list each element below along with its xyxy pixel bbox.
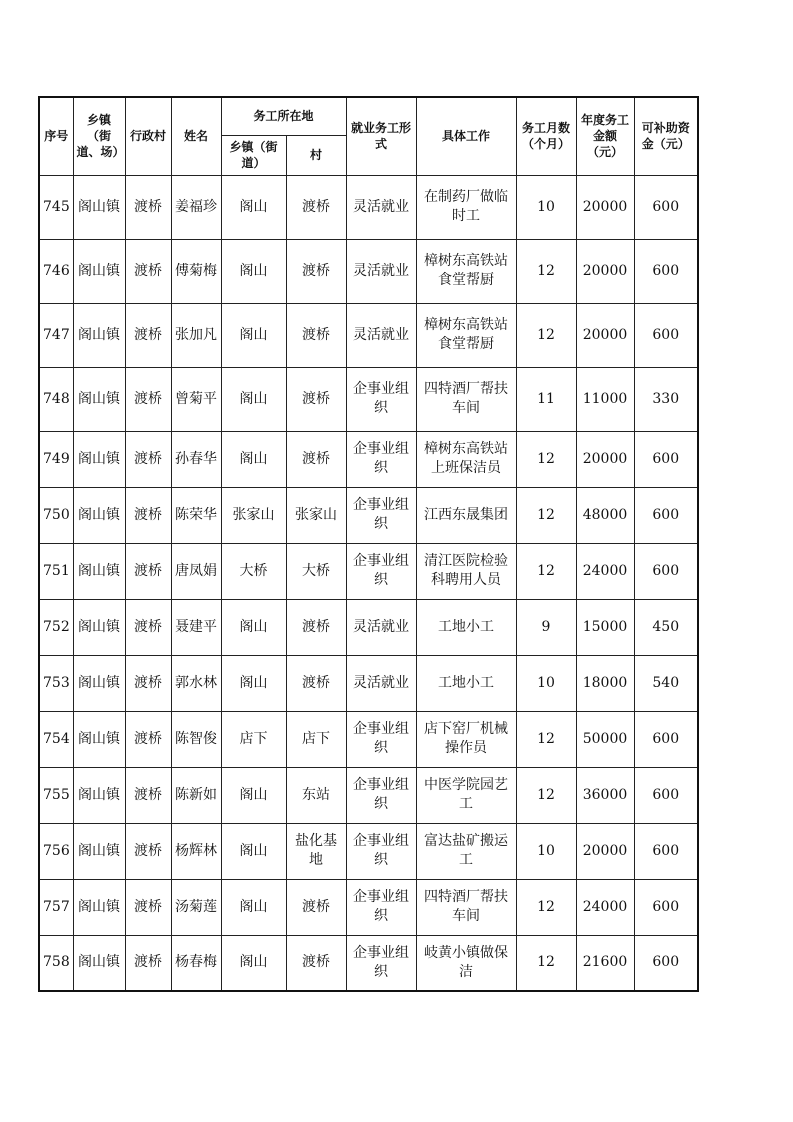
employment-form-cell: 企事业组织 bbox=[346, 879, 416, 935]
town-cell: 阁山镇 bbox=[73, 935, 125, 991]
work-town-cell: 阁山 bbox=[221, 175, 286, 239]
job-cell: 中医学院园艺工 bbox=[416, 767, 516, 823]
village-cell: 渡桥 bbox=[125, 543, 171, 599]
amount-cell: 11000 bbox=[576, 367, 634, 431]
work-village-cell: 渡桥 bbox=[286, 303, 346, 367]
months-cell: 9 bbox=[516, 599, 576, 655]
work-village-cell: 渡桥 bbox=[286, 879, 346, 935]
village-cell: 渡桥 bbox=[125, 879, 171, 935]
name-cell: 张加凡 bbox=[171, 303, 221, 367]
work-town-cell: 阁山 bbox=[221, 823, 286, 879]
amount-cell: 24000 bbox=[576, 543, 634, 599]
amount-cell: 15000 bbox=[576, 599, 634, 655]
amount-cell: 20000 bbox=[576, 431, 634, 487]
village-cell: 渡桥 bbox=[125, 767, 171, 823]
table-row bbox=[39, 303, 698, 367]
village-cell: 渡桥 bbox=[125, 367, 171, 431]
table-row bbox=[39, 239, 698, 303]
months-cell: 10 bbox=[516, 655, 576, 711]
employment-form-cell: 灵活就业 bbox=[346, 655, 416, 711]
months-cell: 12 bbox=[516, 487, 576, 543]
village-cell: 渡桥 bbox=[125, 935, 171, 991]
village-cell: 渡桥 bbox=[125, 823, 171, 879]
subsidy-cell: 600 bbox=[634, 543, 698, 599]
employment-form-cell: 企事业组织 bbox=[346, 543, 416, 599]
subsidy-cell: 600 bbox=[634, 175, 698, 239]
amount-cell: 21600 bbox=[576, 935, 634, 991]
town-cell: 阁山镇 bbox=[73, 487, 125, 543]
name-cell: 孙春华 bbox=[171, 431, 221, 487]
subsidy-cell: 600 bbox=[634, 767, 698, 823]
seq-cell: 754 bbox=[39, 711, 73, 767]
work-village-cell: 渡桥 bbox=[286, 431, 346, 487]
town-cell: 阁山镇 bbox=[73, 543, 125, 599]
town-cell: 阁山镇 bbox=[73, 711, 125, 767]
work-town-cell: 阁山 bbox=[221, 655, 286, 711]
seq-cell: 747 bbox=[39, 303, 73, 367]
header-months: 务工月数（个月） bbox=[516, 97, 576, 175]
subsidy-cell: 600 bbox=[634, 239, 698, 303]
months-cell: 12 bbox=[516, 431, 576, 487]
job-cell: 樟树东高铁站食堂帮厨 bbox=[416, 303, 516, 367]
work-village-cell: 店下 bbox=[286, 711, 346, 767]
seq-cell: 752 bbox=[39, 599, 73, 655]
name-cell: 姜福珍 bbox=[171, 175, 221, 239]
town-cell: 阁山镇 bbox=[73, 239, 125, 303]
job-cell: 清江医院检验科聘用人员 bbox=[416, 543, 516, 599]
town-cell: 阁山镇 bbox=[73, 655, 125, 711]
header-work-village: 村 bbox=[286, 135, 346, 175]
seq-cell: 750 bbox=[39, 487, 73, 543]
months-cell: 12 bbox=[516, 879, 576, 935]
months-cell: 12 bbox=[516, 767, 576, 823]
table-row bbox=[39, 767, 698, 823]
name-cell: 陈荣华 bbox=[171, 487, 221, 543]
work-village-cell: 渡桥 bbox=[286, 935, 346, 991]
subsidy-cell: 600 bbox=[634, 711, 698, 767]
header-work-town: 乡镇（街道） bbox=[221, 135, 286, 175]
amount-cell: 36000 bbox=[576, 767, 634, 823]
subsidy-cell: 600 bbox=[634, 431, 698, 487]
work-town-cell: 阁山 bbox=[221, 767, 286, 823]
work-town-cell: 阁山 bbox=[221, 935, 286, 991]
table-row bbox=[39, 175, 698, 239]
seq-cell: 757 bbox=[39, 879, 73, 935]
subsidy-cell: 600 bbox=[634, 303, 698, 367]
employment-form-cell: 灵活就业 bbox=[346, 303, 416, 367]
town-cell: 阁山镇 bbox=[73, 303, 125, 367]
seq-cell: 755 bbox=[39, 767, 73, 823]
work-town-cell: 店下 bbox=[221, 711, 286, 767]
job-cell: 四特酒厂帮扶车间 bbox=[416, 367, 516, 431]
employment-form-cell: 企事业组织 bbox=[346, 431, 416, 487]
name-cell: 唐凤娟 bbox=[171, 543, 221, 599]
table-row bbox=[39, 599, 698, 655]
name-cell: 傅菊梅 bbox=[171, 239, 221, 303]
amount-cell: 20000 bbox=[576, 239, 634, 303]
job-cell: 在制药厂做临时工 bbox=[416, 175, 516, 239]
work-town-cell: 阁山 bbox=[221, 367, 286, 431]
header-annual-amount: 年度务工金额（元） bbox=[576, 97, 634, 175]
work-village-cell: 东站 bbox=[286, 767, 346, 823]
name-cell: 曾菊平 bbox=[171, 367, 221, 431]
village-cell: 渡桥 bbox=[125, 431, 171, 487]
amount-cell: 24000 bbox=[576, 879, 634, 935]
employment-form-cell: 企事业组织 bbox=[346, 487, 416, 543]
name-cell: 郭水林 bbox=[171, 655, 221, 711]
village-cell: 渡桥 bbox=[125, 175, 171, 239]
job-cell: 四特酒厂帮扶车间 bbox=[416, 879, 516, 935]
header-row-1 bbox=[39, 97, 698, 135]
town-cell: 阁山镇 bbox=[73, 599, 125, 655]
table-row bbox=[39, 367, 698, 431]
months-cell: 12 bbox=[516, 711, 576, 767]
work-town-cell: 阁山 bbox=[221, 239, 286, 303]
work-town-cell: 阁山 bbox=[221, 599, 286, 655]
table-row bbox=[39, 935, 698, 991]
name-cell: 陈智俊 bbox=[171, 711, 221, 767]
employment-form-cell: 灵活就业 bbox=[346, 175, 416, 239]
table-row bbox=[39, 711, 698, 767]
seq-cell: 746 bbox=[39, 239, 73, 303]
months-cell: 12 bbox=[516, 303, 576, 367]
town-cell: 阁山镇 bbox=[73, 879, 125, 935]
header-village: 行政村 bbox=[125, 97, 171, 175]
name-cell: 杨春梅 bbox=[171, 935, 221, 991]
name-cell: 陈新如 bbox=[171, 767, 221, 823]
work-village-cell: 渡桥 bbox=[286, 239, 346, 303]
months-cell: 11 bbox=[516, 367, 576, 431]
work-village-cell: 渡桥 bbox=[286, 655, 346, 711]
job-cell: 江西东晟集团 bbox=[416, 487, 516, 543]
subsidy-cell: 600 bbox=[634, 935, 698, 991]
months-cell: 12 bbox=[516, 935, 576, 991]
work-village-cell: 渡桥 bbox=[286, 367, 346, 431]
subsidy-cell: 330 bbox=[634, 367, 698, 431]
table-body bbox=[39, 175, 698, 991]
seq-cell: 758 bbox=[39, 935, 73, 991]
work-town-cell: 阁山 bbox=[221, 431, 286, 487]
town-cell: 阁山镇 bbox=[73, 367, 125, 431]
job-cell: 工地小工 bbox=[416, 599, 516, 655]
seq-cell: 751 bbox=[39, 543, 73, 599]
employment-form-cell: 企事业组织 bbox=[346, 711, 416, 767]
job-cell: 樟树东高铁站食堂帮厨 bbox=[416, 239, 516, 303]
months-cell: 10 bbox=[516, 823, 576, 879]
town-cell: 阁山镇 bbox=[73, 767, 125, 823]
months-cell: 10 bbox=[516, 175, 576, 239]
table-row bbox=[39, 879, 698, 935]
amount-cell: 20000 bbox=[576, 175, 634, 239]
employment-form-cell: 企事业组织 bbox=[346, 767, 416, 823]
seq-cell: 753 bbox=[39, 655, 73, 711]
job-cell: 工地小工 bbox=[416, 655, 516, 711]
subsidy-cell: 540 bbox=[634, 655, 698, 711]
work-village-cell: 盐化基地 bbox=[286, 823, 346, 879]
amount-cell: 20000 bbox=[576, 823, 634, 879]
work-town-cell: 阁山 bbox=[221, 879, 286, 935]
town-cell: 阁山镇 bbox=[73, 823, 125, 879]
name-cell: 杨辉林 bbox=[171, 823, 221, 879]
employment-form-cell: 企事业组织 bbox=[346, 935, 416, 991]
village-cell: 渡桥 bbox=[125, 599, 171, 655]
table-row bbox=[39, 431, 698, 487]
seq-cell: 749 bbox=[39, 431, 73, 487]
employment-subsidy-table bbox=[38, 96, 699, 992]
work-village-cell: 张家山 bbox=[286, 487, 346, 543]
village-cell: 渡桥 bbox=[125, 655, 171, 711]
subsidy-cell: 600 bbox=[634, 879, 698, 935]
work-town-cell: 张家山 bbox=[221, 487, 286, 543]
seq-cell: 748 bbox=[39, 367, 73, 431]
village-cell: 渡桥 bbox=[125, 711, 171, 767]
table-row bbox=[39, 823, 698, 879]
header-name: 姓名 bbox=[171, 97, 221, 175]
work-village-cell: 大桥 bbox=[286, 543, 346, 599]
subsidy-cell: 600 bbox=[634, 487, 698, 543]
header-town: 乡镇（街道、场） bbox=[73, 97, 125, 175]
work-village-cell: 渡桥 bbox=[286, 175, 346, 239]
work-town-cell: 阁山 bbox=[221, 303, 286, 367]
subsidy-cell: 450 bbox=[634, 599, 698, 655]
job-cell: 富达盐矿搬运工 bbox=[416, 823, 516, 879]
table-row bbox=[39, 543, 698, 599]
town-cell: 阁山镇 bbox=[73, 431, 125, 487]
months-cell: 12 bbox=[516, 543, 576, 599]
work-village-cell: 渡桥 bbox=[286, 599, 346, 655]
header-job: 具体工作 bbox=[416, 97, 516, 175]
amount-cell: 20000 bbox=[576, 303, 634, 367]
job-cell: 樟树东高铁站上班保洁员 bbox=[416, 431, 516, 487]
header-seq: 序号 bbox=[39, 97, 73, 175]
header-subsidy: 可补助资金（元） bbox=[634, 97, 698, 175]
name-cell: 聂建平 bbox=[171, 599, 221, 655]
amount-cell: 18000 bbox=[576, 655, 634, 711]
table-row bbox=[39, 655, 698, 711]
employment-form-cell: 企事业组织 bbox=[346, 823, 416, 879]
table-row bbox=[39, 487, 698, 543]
town-cell: 阁山镇 bbox=[73, 175, 125, 239]
months-cell: 12 bbox=[516, 239, 576, 303]
employment-form-cell: 灵活就业 bbox=[346, 239, 416, 303]
header-employment-form: 就业务工形式 bbox=[346, 97, 416, 175]
subsidy-cell: 600 bbox=[634, 823, 698, 879]
village-cell: 渡桥 bbox=[125, 239, 171, 303]
seq-cell: 756 bbox=[39, 823, 73, 879]
job-cell: 岐黄小镇做保洁 bbox=[416, 935, 516, 991]
header-work-location: 务工所在地 bbox=[221, 97, 346, 135]
seq-cell: 745 bbox=[39, 175, 73, 239]
amount-cell: 50000 bbox=[576, 711, 634, 767]
employment-form-cell: 企事业组织 bbox=[346, 367, 416, 431]
village-cell: 渡桥 bbox=[125, 487, 171, 543]
name-cell: 汤菊莲 bbox=[171, 879, 221, 935]
employment-form-cell: 灵活就业 bbox=[346, 599, 416, 655]
amount-cell: 48000 bbox=[576, 487, 634, 543]
village-cell: 渡桥 bbox=[125, 303, 171, 367]
job-cell: 店下窑厂机械操作员 bbox=[416, 711, 516, 767]
work-town-cell: 大桥 bbox=[221, 543, 286, 599]
